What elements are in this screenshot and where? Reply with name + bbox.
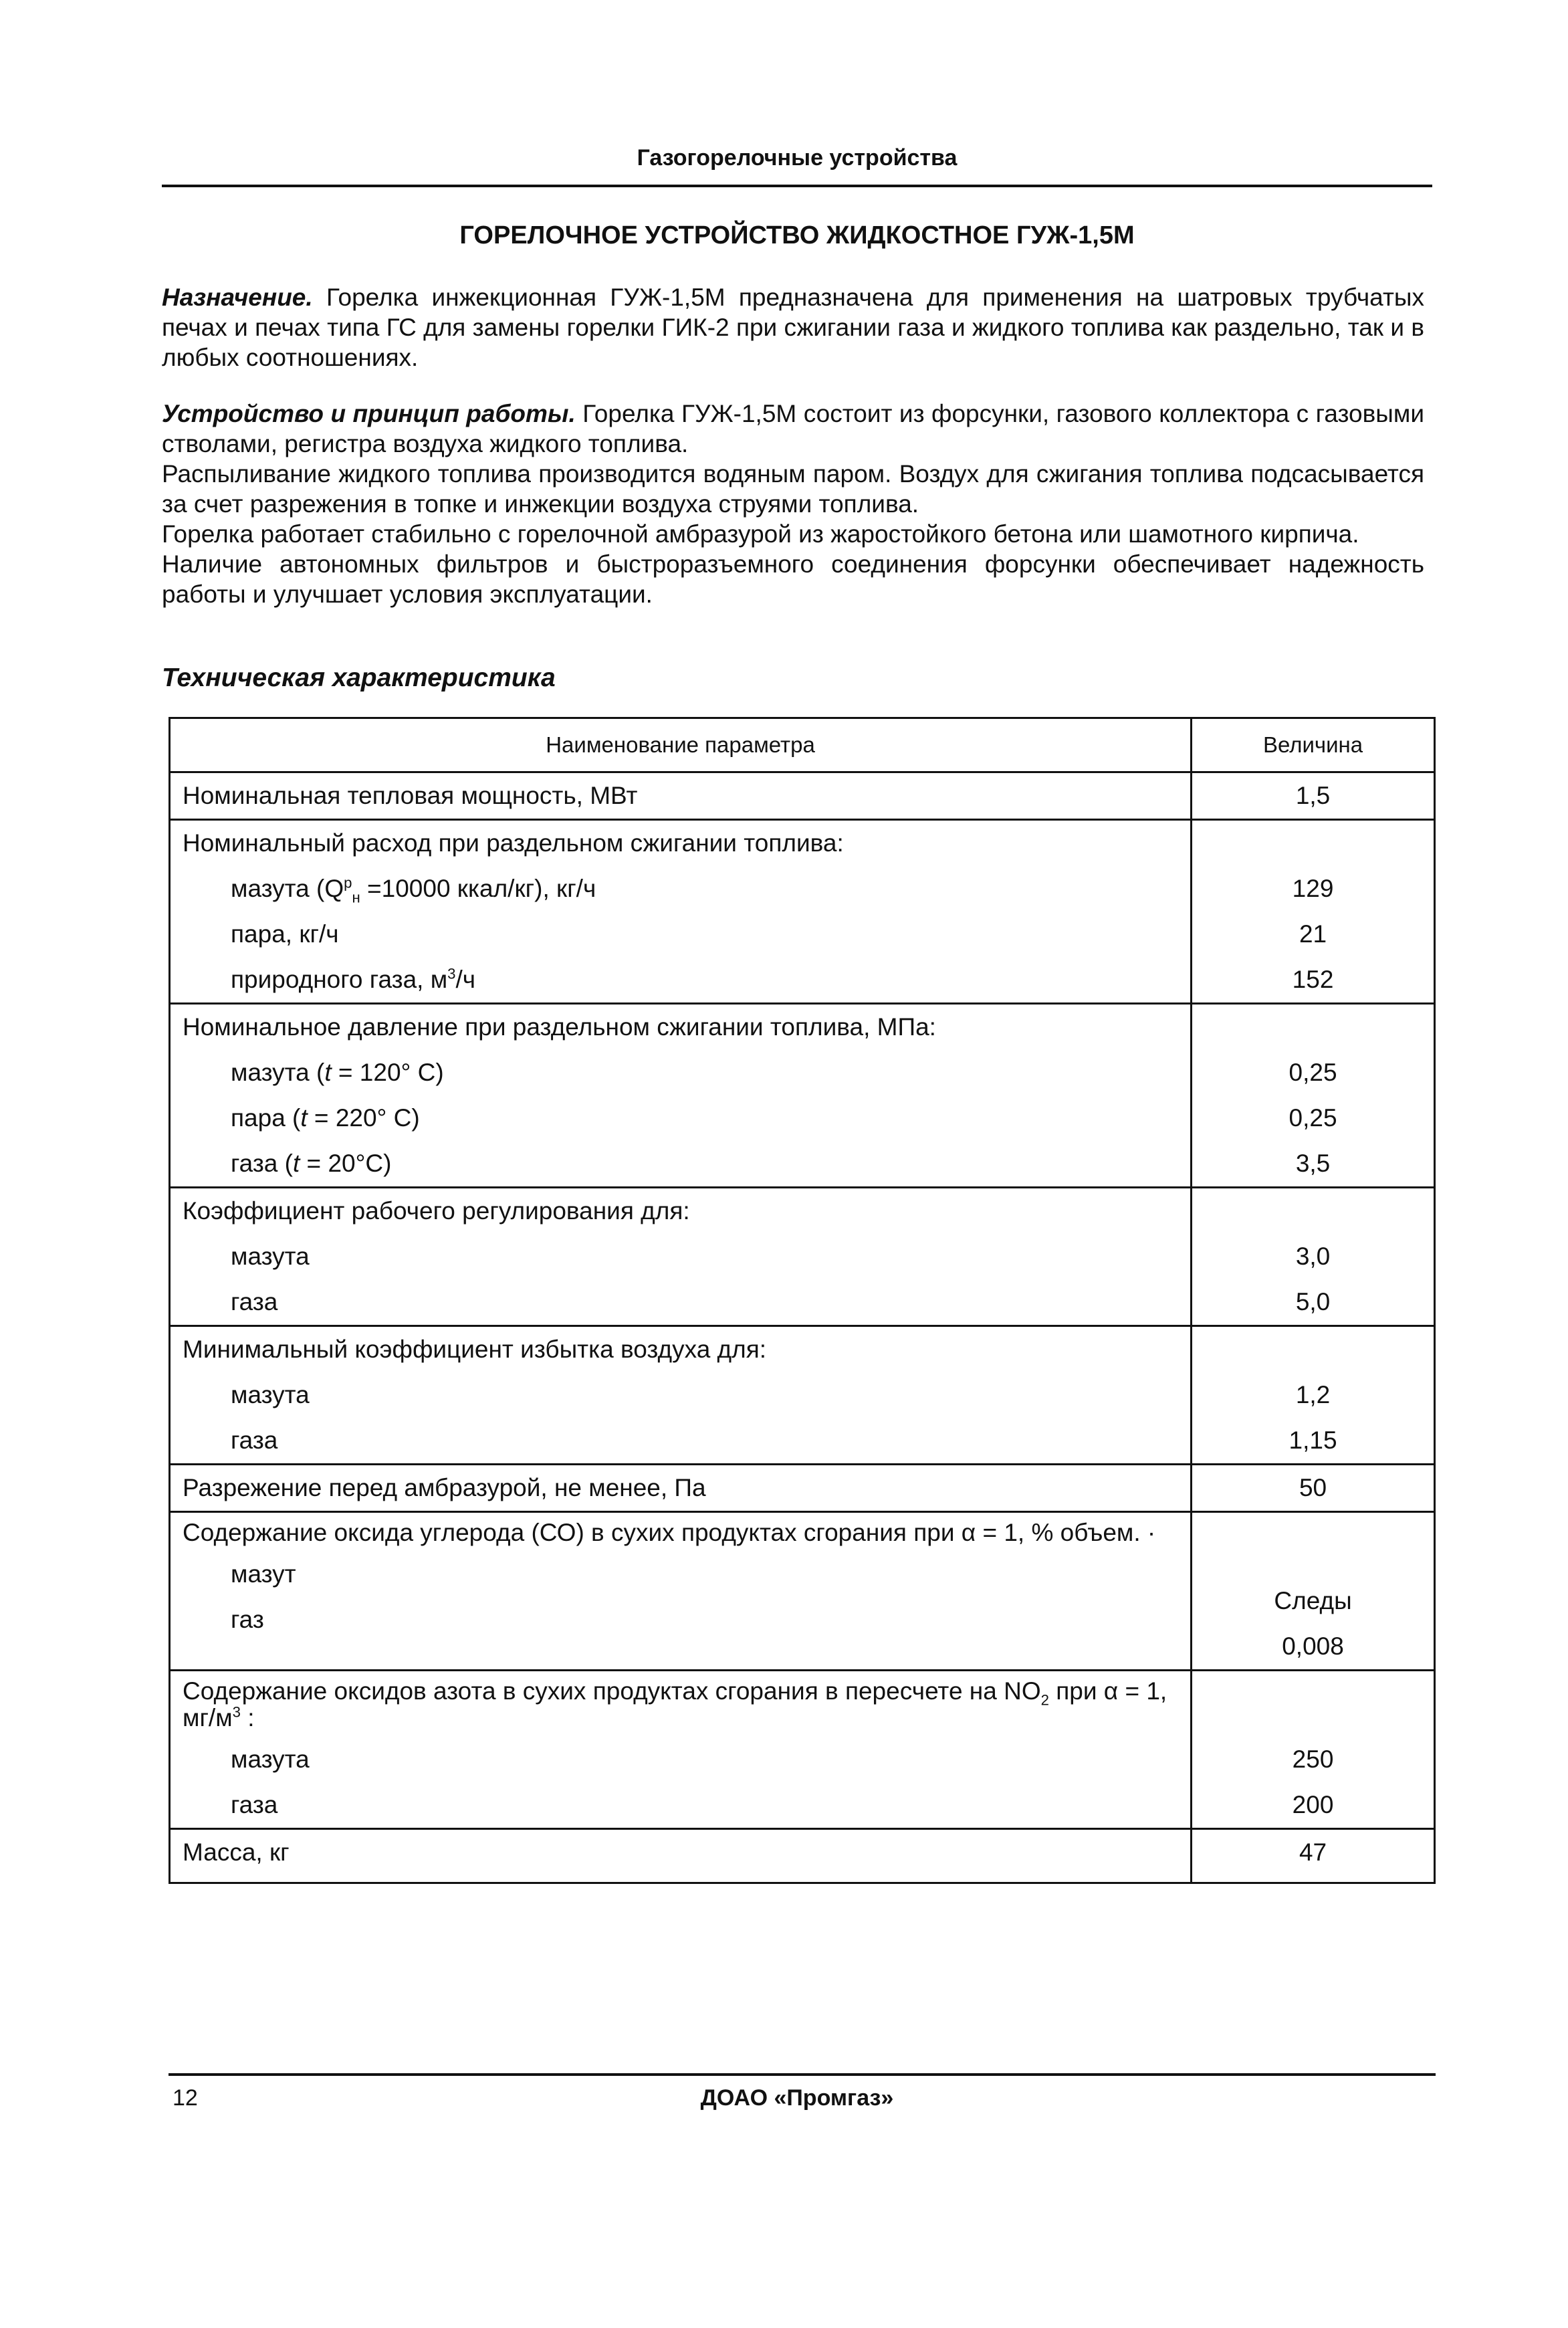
param-value: 3,0 <box>1295 1243 1331 1270</box>
footer-rule <box>169 2073 1436 2076</box>
param-name: Минимальный коэффициент избытка воздуха для: <box>183 1336 767 1363</box>
device-paragraph-3: Горелка работает стабильно с горелочной амбразурой из жаростойкого бетона или шамотного кирпича. <box>162 520 1359 548</box>
param-name: Коэффициент рабочего регулирования для: <box>183 1197 690 1225</box>
purpose-label: Назначение. <box>162 284 313 311</box>
param-value: 0,25 <box>1289 1059 1337 1086</box>
param-sub-item: газ <box>231 1606 264 1633</box>
param-sub-item: пара (t = 220° С) <box>231 1104 420 1132</box>
param-sub-item: мазута (t = 120° С) <box>231 1059 444 1086</box>
purpose-text: Горелка инжекционная ГУЖ-1,5М предназначена для применения на шатровых трубчатых печах и печах типа ГС для замены горелки ГИК-2 при сжигании газа и жидкого топлива как раздельно, так и в любых соотношениях. <box>162 284 1424 371</box>
table-row <box>170 1465 1435 1512</box>
table-row <box>170 772 1435 820</box>
param-value: Следы <box>1274 1587 1352 1614</box>
page-number: 12 <box>173 2085 198 2111</box>
param-name: Разрежение перед амбразурой, не менее, Па <box>183 1474 706 1501</box>
param-sub-item: мазута <box>231 1243 310 1270</box>
table-row <box>170 1004 1435 1188</box>
table-row <box>170 820 1435 1004</box>
param-value: 0,008 <box>1282 1632 1344 1660</box>
spec-section-title: Техническая характеристика <box>162 663 556 692</box>
param-value: 0,25 <box>1289 1104 1337 1132</box>
param-name: Номинальный расход при раздельном сжигании топлива: <box>183 829 844 857</box>
param-sub-item: мазут <box>231 1560 296 1588</box>
param-sub-item: газа <box>231 1791 278 1818</box>
param-value: 3,5 <box>1295 1150 1331 1177</box>
param-name: Номинальное давление при раздельном сжигании топлива, МПа: <box>183 1013 936 1041</box>
param-sub-item: мазута ($Q^р_н =10000$ ккал/кг), кг/ч <box>231 874 596 906</box>
table-row <box>170 1512 1435 1671</box>
param-value: 1,2 <box>1295 1381 1331 1408</box>
param-value: 50 <box>1299 1474 1327 1501</box>
param-value: 47 <box>1299 1838 1327 1866</box>
publisher-name: ДОАО «Промгаз» <box>700 2085 894 2111</box>
device-section <box>162 399 1424 609</box>
device-paragraph-4: Наличие автономных фильтров и быстроразъемного соединения форсунки обеспечивает надежность работы и улучшает условия эксплуатации. <box>162 550 1424 608</box>
table-header-row <box>170 718 1435 772</box>
param-value: 1,15 <box>1289 1426 1337 1454</box>
table-row <box>170 1188 1435 1326</box>
param-value: 152 <box>1292 966 1334 993</box>
param-sub-item: газа <box>231 1426 278 1454</box>
param-value: 1,5 <box>1295 782 1331 809</box>
param-value: 129 <box>1292 875 1334 902</box>
param-name: Масса, кг <box>183 1838 290 1866</box>
param-name: Содержание оксида углерода (СО) в сухих продуктах сгорания при α = 1, % объем. · <box>183 1519 1156 1546</box>
device-text: Горелка ГУЖ-1,5М состоит из форсунки, газового коллектора с газовыми стволами, регистра воздуха жидкого топлива. <box>162 400 1424 457</box>
document-title: ГОРЕЛОЧНОЕ УСТРОЙСТВО ЖИДКОСТНОЕ ГУЖ-1,5М <box>459 221 1135 249</box>
param-value: 21 <box>1299 920 1327 948</box>
spec-table <box>169 717 1436 1884</box>
purpose-paragraph <box>162 282 1424 373</box>
header-rule <box>162 185 1432 187</box>
device-paragraph <box>162 399 1424 459</box>
table-row <box>170 1671 1435 1829</box>
param-name: Номинальная тепловая мощность, МВт <box>183 782 638 809</box>
device-label: Устройство и принцип работы. <box>162 400 576 427</box>
param-value: 250 <box>1292 1745 1334 1773</box>
param-sub-item: газа (t = 20°С) <box>231 1150 392 1177</box>
table-row <box>170 1326 1435 1465</box>
table-row <box>170 1829 1435 1883</box>
param-sub-item: мазута <box>231 1381 310 1408</box>
param-name: Содержание оксидов азота в сухих продуктах сгорания в пересчете на $NO_2$ при α = 1, $мг/м^3$ : <box>183 1677 1167 1731</box>
running-header: Газогорелочные устройства <box>637 145 958 171</box>
device-paragraph-2: Распыливание жидкого топлива производится водяным паром. Воздух для сжигания топлива подсасывается за счет разрежения в топке и инжекции воздуха струями топлива. <box>162 460 1424 518</box>
column-header-parameter: Наименование параметра <box>170 718 1192 772</box>
param-value: 5,0 <box>1295 1288 1331 1315</box>
param-sub-item: мазута <box>231 1745 310 1773</box>
column-header-value: Величина <box>1192 718 1435 772</box>
param-sub-item: природного газа, $м^3/ч$ <box>231 965 476 993</box>
param-value: 200 <box>1292 1791 1334 1818</box>
param-sub-item: газа <box>231 1288 278 1315</box>
param-sub-item: пара, кг/ч <box>231 920 339 948</box>
